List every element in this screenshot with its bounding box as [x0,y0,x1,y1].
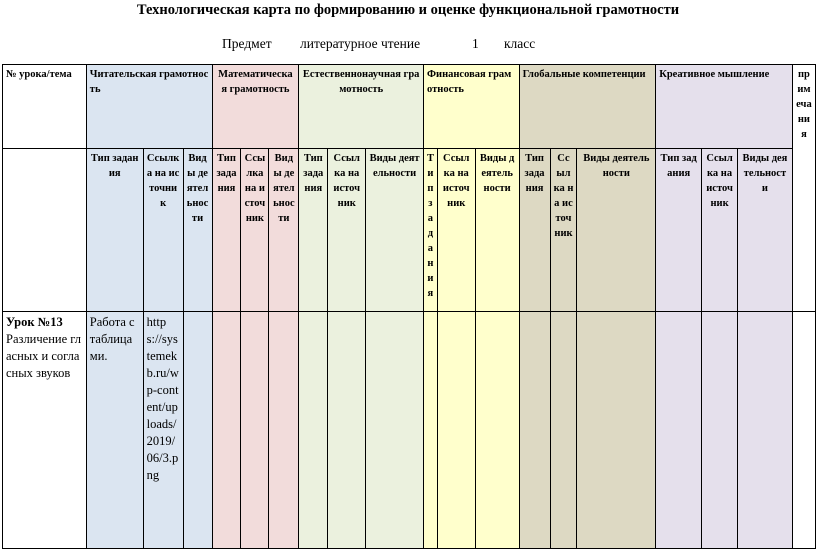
natural-source-link-cell [328,312,366,549]
subheader-lesson-empty [3,149,87,312]
subheader-global-source-link: Ссылка на источник [550,149,577,312]
subheader-natural-task-type: Тип задания [299,149,328,312]
math-task-type-cell [212,312,241,549]
document-title: Технологическая карта по формированию и оценке функциональной грамотности [136,2,680,18]
literacy-map-table [2,64,816,549]
subheader-creative-task-type: Тип задания [656,149,702,312]
subheader-global-task-type: Тип задания [519,149,550,312]
subject-value: литературное чтение [300,36,421,51]
subheader-financial-task-type: Тип задания [424,149,438,312]
notes-cell [792,312,815,549]
math-source-link-cell [241,312,269,549]
header-row-subheaders [3,149,816,312]
header-reading: Читательская грамотность [86,65,212,149]
header-notes: примечания [792,65,815,312]
math-activity-cell [269,312,299,549]
creative-task-type-cell [656,312,702,549]
header-natural: Естественнонаучная грамотность [299,65,424,149]
reading-activity-cell [183,312,212,549]
global-source-link-cell [550,312,577,549]
subheader-math-activity: Виды деятельности [269,149,299,312]
subheader-reading-source-link: Ссылка на источник [143,149,183,312]
subheader-math-source-link: Ссылка на источник [241,149,269,312]
grade-label: класс [504,36,536,51]
creative-source-link-cell [702,312,738,549]
subheader-financial-activity: Виды деятельности [475,149,519,312]
global-task-type-cell [519,312,550,549]
natural-activity-cell [366,312,424,549]
subheader-math-task-type: Тип задания [212,149,241,312]
subheader-natural-source-link: Ссылка на источник [328,149,366,312]
financial-activity-cell [475,312,519,549]
creative-activity-cell [738,312,793,549]
header-global: Глобальные компетенции [519,65,656,149]
subheader-reading-activity: Виды деятельности [183,149,212,312]
lesson-cell [3,312,87,549]
financial-task-type-cell [424,312,438,549]
lesson-topic: Различение гласных и согласных звуков [6,332,81,380]
subheader-reading-task-type: Тип задания [86,149,143,312]
lesson-number: Урок №13 [6,315,63,329]
header-lesson: № урока/тема [3,65,87,149]
reading-task-type-cell: Работа с таблицами. [86,312,143,549]
subheader-global-activity: Виды деятельности [577,149,656,312]
subheader-natural-activity: Виды деятельности [366,149,424,312]
header-row-groups [3,65,816,149]
subheader-financial-source-link: Ссылка на источник [437,149,475,312]
grade-value: 1 [472,36,479,51]
table-row [3,312,816,549]
global-activity-cell [577,312,656,549]
header-math: Математическая грамотность [212,65,299,149]
natural-task-type-cell [299,312,328,549]
subheader-creative-source-link: Ссылка на источник [702,149,738,312]
financial-source-link-cell [437,312,475,549]
subheader-creative-activity: Виды деятельности [738,149,793,312]
header-creative: Креативное мышление [656,65,793,149]
subject-label: Предмет [222,36,272,51]
reading-source-link-cell[interactable]: https://systemekb.ru/wp-content/uploads/2019/06/3.png [143,312,183,549]
header-financial: Финансовая грамотность [424,65,520,149]
